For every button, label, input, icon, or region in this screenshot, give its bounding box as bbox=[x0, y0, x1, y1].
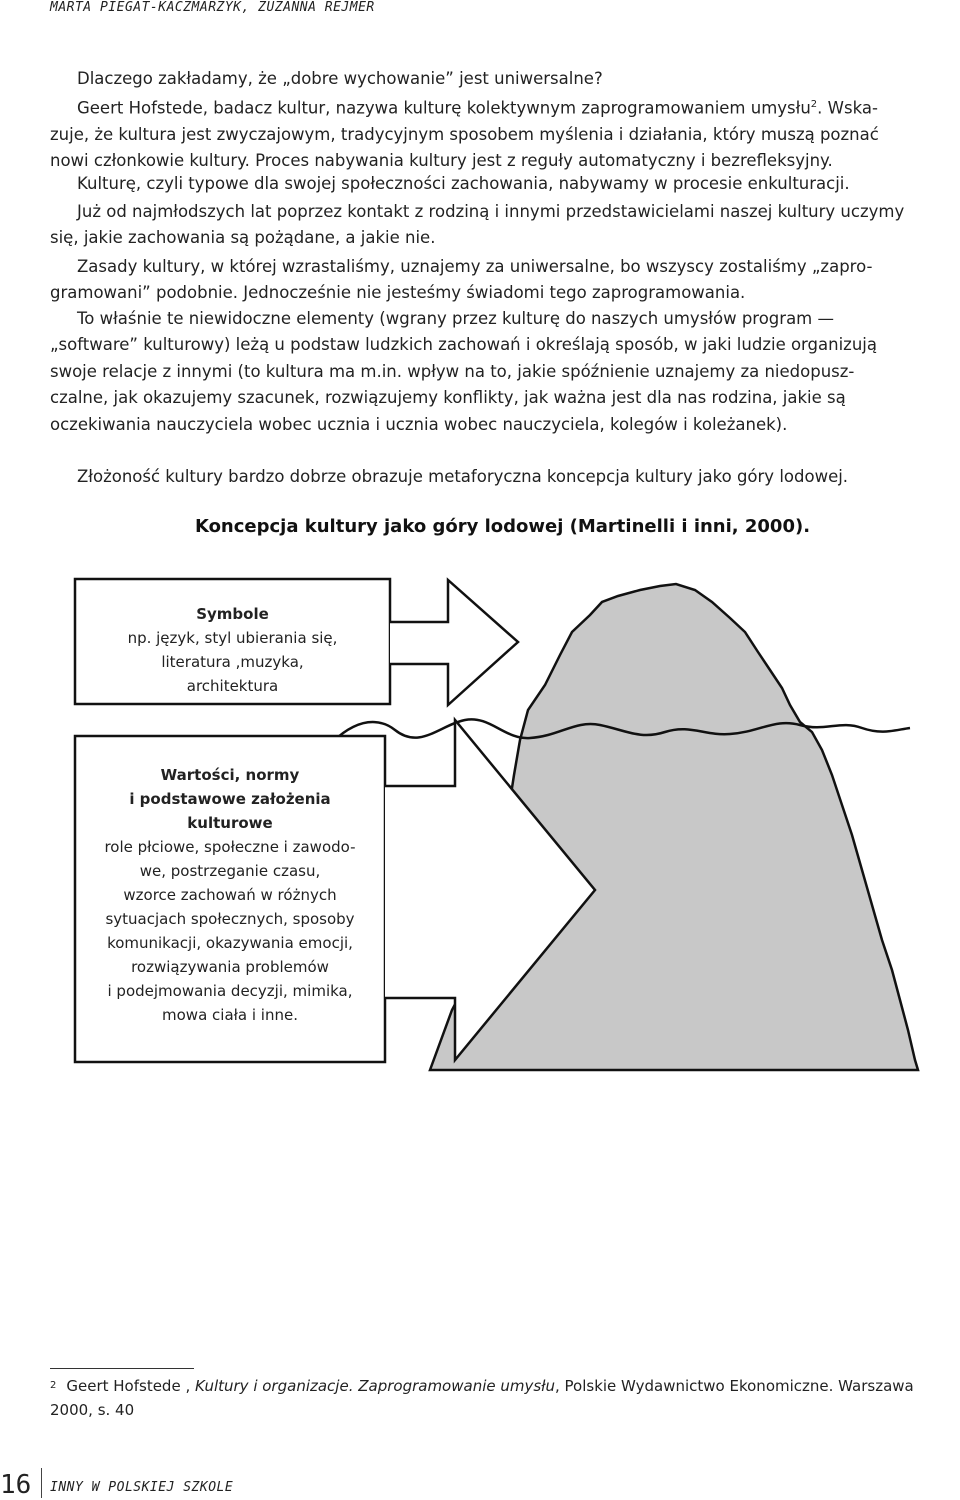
paragraph-rules bbox=[50, 254, 957, 307]
values-line: wzorce zachowań w różnych bbox=[123, 886, 337, 904]
symbols-line: literatura ,muzyka, bbox=[161, 653, 304, 671]
values-line: mowa ciała i inne. bbox=[162, 1006, 298, 1024]
values-heading: Wartości, normy bbox=[160, 766, 300, 784]
footnote-line: 2000, s. 40 bbox=[50, 1401, 135, 1419]
footnote bbox=[50, 1374, 958, 1422]
symbols-arrow bbox=[390, 580, 518, 705]
footnote-publisher: , Polskie Wydawnictwo Ekonomiczne. Warszawa bbox=[555, 1377, 914, 1395]
text-line: się, jakie zachowania są pożądane, a jakie nie. bbox=[50, 228, 436, 248]
paragraph-invisible-elements bbox=[50, 306, 957, 438]
values-box-text bbox=[75, 763, 385, 1027]
footnote-rule bbox=[50, 1368, 194, 1369]
text-line: „software” kulturowy) leżą u podstaw ludzkich zachowań i określają sposób, w jaki ludzie organizują bbox=[50, 335, 877, 355]
text-line: oczekiwania nauczyciela wobec ucznia i ucznia wobec nauczyciela, kolegów i koleżanek). bbox=[50, 414, 788, 434]
paragraph-enculturation bbox=[77, 171, 957, 197]
text-line: Złożoność kultury bardzo dobrze obrazuje metaforyczna koncepcja kultury jako góry lodowej. bbox=[77, 467, 849, 486]
text-segment: Geert Hofstede, badacz kultur, nazywa kulturę kolektywnym zaprogramowaniem umysłu bbox=[77, 98, 811, 118]
paragraph-iceberg-intro bbox=[77, 464, 957, 490]
text-line: swoje relacje z innymi (to kultura ma m.in. wpływ na to, jakie spóźnienie uznajemy za niedopusz- bbox=[50, 361, 855, 381]
text-line: zuje, że kultura jest zwyczajowym, tradycyjnym sposobem myślenia i działania, który muszą poznać bbox=[50, 124, 879, 144]
footnote-author: Geert Hofstede , bbox=[66, 1377, 191, 1395]
paragraph-learning bbox=[50, 199, 957, 252]
values-heading: i podstawowe założenia bbox=[129, 790, 331, 808]
running-foot: INNY W POLSKIEJ SZKOLE bbox=[50, 1480, 234, 1495]
values-line: sytuacjach społecznych, sposoby bbox=[105, 910, 355, 928]
footnote-line bbox=[50, 1374, 958, 1398]
text-line: To właśnie te niewidoczne elementy (wgrany przez kulturę do naszych umysłów program — bbox=[77, 309, 834, 328]
text-line: Zasady kultury, w której wzrastaliśmy, uznajemy za uniwersalne, bo wszyscy zostaliśmy „zapro- bbox=[77, 257, 873, 276]
text-line: nowi członkowie kultury. Proces nabywania kultury jest z reguły automatyczny i bezrefleksyjny. bbox=[50, 151, 833, 171]
values-line: role płciowe, społeczne i zawodo- bbox=[104, 838, 356, 856]
text-line bbox=[77, 92, 957, 122]
paragraph-question bbox=[77, 66, 957, 92]
values-line: rozwiązywania problemów bbox=[131, 958, 329, 976]
text-line: Już od najmłodszych lat poprzez kontakt z rodziną i innymi przedstawicielami naszej kultury uczymy bbox=[77, 202, 905, 221]
values-heading: kulturowe bbox=[187, 814, 273, 832]
running-head: MARTA PIEGAT-KACZMARZYK, ZUZANNA REJMER bbox=[50, 0, 375, 15]
text-line: czalne, jak okazujemy szacunek, rozwiązujemy konflikty, jak ważna jest dla nas rodzina, jakie są bbox=[50, 388, 846, 408]
paragraph-hofstede bbox=[50, 92, 957, 175]
page-number: 16 bbox=[0, 1470, 32, 1500]
text-line: Kulturę, czyli typowe dla swojej społeczności zachowania, nabywamy w procesie enkulturacji. bbox=[77, 174, 850, 193]
footnote-reference: 2 bbox=[810, 99, 818, 110]
text-line: gramowani” podobnie. Jednocześnie nie jesteśmy świadomi tego zaprogramowania. bbox=[50, 283, 746, 303]
symbols-line: architektura bbox=[186, 677, 279, 695]
figure-title: Koncepcja kultury jako góry lodowej (Martinelli i inni, 2000). bbox=[194, 516, 811, 537]
values-line: we, postrzeganie czasu, bbox=[139, 862, 321, 880]
symbols-heading: Symbole bbox=[196, 605, 269, 623]
text-line: Dlaczego zakładamy, że „dobre wychowanie” jest uniwersalne? bbox=[77, 69, 603, 88]
symbols-line: np. język, styl ubierania się, bbox=[127, 629, 338, 647]
values-line: i podejmowania decyzji, mimika, bbox=[107, 982, 353, 1000]
values-line: komunikacji, okazywania emocji, bbox=[107, 934, 353, 952]
footnote-marker: 2 bbox=[50, 1380, 57, 1391]
footnote-title: Kultury i organizacje. Zaprogramowanie umysłu bbox=[195, 1377, 555, 1395]
symbols-box-text bbox=[75, 602, 390, 698]
footer-divider bbox=[41, 1468, 42, 1498]
text-segment: . Wska- bbox=[817, 98, 878, 118]
